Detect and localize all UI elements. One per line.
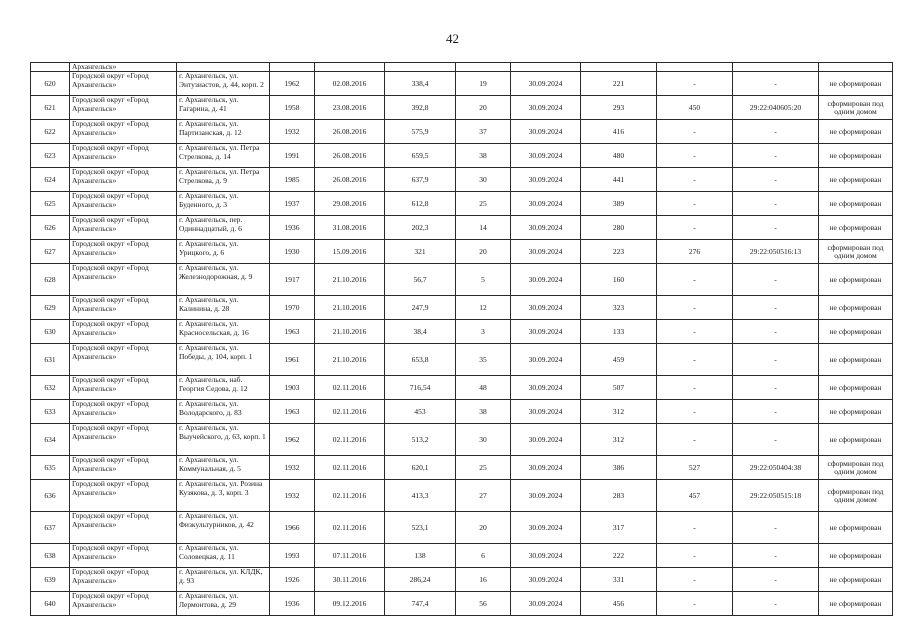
cell-deadline: 30.09.2024	[511, 544, 581, 568]
cell-owner: Городской округ «Город Архангельск»	[70, 216, 177, 240]
cell-cost: 389	[581, 192, 657, 216]
cell-land-status: не сформирован	[819, 192, 893, 216]
cell-owner: Городской округ «Город Архангельск»	[70, 168, 177, 192]
table-row	[31, 168, 893, 192]
cell-owner: Городской округ «Город Архангельск»	[70, 480, 177, 512]
cell-year: 1932	[270, 120, 315, 144]
cell-date: 02.11.2016	[315, 424, 385, 456]
table-row	[31, 296, 893, 320]
cell-deadline: 30.09.2024	[511, 144, 581, 168]
cell-area: 612,8	[385, 192, 456, 216]
cell-cadastral-number: -	[733, 192, 819, 216]
cell-cadastral-number: -	[733, 72, 819, 96]
cell-year: 1970	[270, 296, 315, 320]
cell-address: г. Архангельск, ул. Володарского, д. 83	[177, 400, 270, 424]
cell-number: 623	[31, 144, 70, 168]
cell-deadline: 30.09.2024	[511, 296, 581, 320]
cell-residents: 30	[456, 424, 511, 456]
cell-owner: Городской округ «Город Архангельск»	[70, 264, 177, 296]
cell-owner: Городской округ «Город Архангельск»	[70, 568, 177, 592]
table-row	[31, 72, 893, 96]
cell-land-area: -	[657, 592, 733, 616]
cell-residents: 20	[456, 512, 511, 544]
cell-land-area: 457	[657, 480, 733, 512]
cell-owner: Архангельск»	[70, 63, 177, 72]
cell-address: г. Архангельск, ул. Соловецкая, д. 11	[177, 544, 270, 568]
cell-number: 624	[31, 168, 70, 192]
cell-residents: 3	[456, 320, 511, 344]
cell-cadastral-number: -	[733, 376, 819, 400]
cell-deadline: 30.09.2024	[511, 424, 581, 456]
cell-land-area: -	[657, 216, 733, 240]
cell-cost: 331	[581, 568, 657, 592]
cell-owner: Городской округ «Город Архангельск»	[70, 72, 177, 96]
cell-deadline: 30.09.2024	[511, 456, 581, 480]
cell-deadline: 30.09.2024	[511, 592, 581, 616]
cell-land-area: -	[657, 400, 733, 424]
cell-cadastral-number: -	[733, 120, 819, 144]
cell-date: 02.11.2016	[315, 480, 385, 512]
cell-residents: 20	[456, 240, 511, 264]
cell-cadastral-number: 29:22:050515:18	[733, 480, 819, 512]
cell-owner: Городской округ «Город Архангельск»	[70, 296, 177, 320]
cell-residents: 25	[456, 192, 511, 216]
cell-date: 02.11.2016	[315, 400, 385, 424]
cell-owner: Городской округ «Город Архангельск»	[70, 424, 177, 456]
cell-date: 26.08.2016	[315, 144, 385, 168]
cell-year: 1917	[270, 264, 315, 296]
cell-residents: 35	[456, 344, 511, 376]
cell-address: г. Архангельск, ул. Петра Стрелкова, д. 14	[177, 144, 270, 168]
cell-cost: 133	[581, 320, 657, 344]
cell-area: 523,1	[385, 512, 456, 544]
cell-area: 637,9	[385, 168, 456, 192]
cell-address: г. Архангельск, ул. Физкультурников, д. 42	[177, 512, 270, 544]
cell-land-status: не сформирован	[819, 344, 893, 376]
cell-deadline: 30.09.2024	[511, 96, 581, 120]
cell-area: 716,54	[385, 376, 456, 400]
cell-date: 15.09.2016	[315, 240, 385, 264]
cell-land-area: -	[657, 168, 733, 192]
cell-date: 02.11.2016	[315, 376, 385, 400]
cell-cadastral-number: -	[733, 424, 819, 456]
cell-date: 09.12.2016	[315, 592, 385, 616]
cell-cadastral-number: -	[733, 544, 819, 568]
cell-cost: 507	[581, 376, 657, 400]
table-row	[31, 192, 893, 216]
cell-owner: Городской округ «Город Архангельск»	[70, 512, 177, 544]
cell-area: 321	[385, 240, 456, 264]
cell-date: 21.10.2016	[315, 264, 385, 296]
cell-land-status: сформирован под одним домом	[819, 240, 893, 264]
cell-area: 659,5	[385, 144, 456, 168]
cell-year: 1958	[270, 96, 315, 120]
cell-number: 628	[31, 264, 70, 296]
cell-number: 627	[31, 240, 70, 264]
cell-year: 1993	[270, 544, 315, 568]
cell-area: 413,3	[385, 480, 456, 512]
cell-cadastral-number: 29:22:050516:13	[733, 240, 819, 264]
cell-date: 02.11.2016	[315, 456, 385, 480]
cell-land-area: 527	[657, 456, 733, 480]
cell-land-area: -	[657, 320, 733, 344]
cell-deadline: 30.09.2024	[511, 344, 581, 376]
cell-date: 26.08.2016	[315, 120, 385, 144]
cell-cost: 293	[581, 96, 657, 120]
cell-number: 629	[31, 296, 70, 320]
cell-area: 653,8	[385, 344, 456, 376]
cell-address: г. Архангельск, ул. Энтузиастов, д. 44, корп. 2	[177, 72, 270, 96]
cell-deadline: 30.09.2024	[511, 512, 581, 544]
cell-address: г. Архангельск, ул. Гагарина, д. 41	[177, 96, 270, 120]
cell-year: 1991	[270, 144, 315, 168]
table-row	[31, 320, 893, 344]
cell-number: 638	[31, 544, 70, 568]
cell-land-area: -	[657, 344, 733, 376]
cell-land-area: -	[657, 512, 733, 544]
cell-date: 21.10.2016	[315, 344, 385, 376]
table-row	[31, 216, 893, 240]
cell-residents: 19	[456, 72, 511, 96]
cell-residents: 30	[456, 168, 511, 192]
cell-number	[31, 63, 70, 72]
cell-land-status: не сформирован	[819, 168, 893, 192]
cell-cost: 317	[581, 512, 657, 544]
cell-number: 635	[31, 456, 70, 480]
cell-residents: 48	[456, 376, 511, 400]
cell-residents: 25	[456, 456, 511, 480]
cell-land-status: сформирован под одним домом	[819, 480, 893, 512]
cell-number: 631	[31, 344, 70, 376]
cell-land-status: не сформирован	[819, 376, 893, 400]
cell-owner: Городской округ «Город Архангельск»	[70, 192, 177, 216]
cell-number: 637	[31, 512, 70, 544]
cell-cost: 480	[581, 144, 657, 168]
cell-area: 202,3	[385, 216, 456, 240]
table-row	[31, 96, 893, 120]
cell-residents: 6	[456, 544, 511, 568]
cell-cost: 223	[581, 240, 657, 264]
cell-year: 1930	[270, 240, 315, 264]
cell-area: 392,8	[385, 96, 456, 120]
cell-owner: Городской округ «Город Архангельск»	[70, 400, 177, 424]
table-row	[31, 544, 893, 568]
cell-land-status: не сформирован	[819, 400, 893, 424]
cell-area: 620,1	[385, 456, 456, 480]
cell-area: 747,4	[385, 592, 456, 616]
cell-land-status: не сформирован	[819, 120, 893, 144]
cell-cost: 441	[581, 168, 657, 192]
cell-address: г. Архангельск, ул. Партизанская, д. 12	[177, 120, 270, 144]
table-row	[31, 512, 893, 544]
cell-land-status: не сформирован	[819, 264, 893, 296]
cell-cadastral-number: 29:22:040605:20	[733, 96, 819, 120]
cell-land-status: не сформирован	[819, 320, 893, 344]
cell-owner: Городской округ «Город Архангельск»	[70, 544, 177, 568]
cell-land-status: не сформирован	[819, 592, 893, 616]
cell-area: 38,4	[385, 320, 456, 344]
cell-address: г. Архангельск, ул. Коммунальная, д. 5	[177, 456, 270, 480]
cell-number: 640	[31, 592, 70, 616]
housing-register-table	[30, 62, 893, 616]
cell-cadastral-number: -	[733, 216, 819, 240]
cell-residents: 37	[456, 120, 511, 144]
cell-area: 138	[385, 544, 456, 568]
cell-owner: Городской округ «Город Архангельск»	[70, 96, 177, 120]
cell-cost: 459	[581, 344, 657, 376]
cell-area: 247,9	[385, 296, 456, 320]
cell-cadastral-number: -	[733, 344, 819, 376]
cell-area: 338,4	[385, 72, 456, 96]
cell-land-area: -	[657, 72, 733, 96]
table-row	[31, 568, 893, 592]
cell-area: 513,2	[385, 424, 456, 456]
cell-land-status: сформирован под одним домом	[819, 456, 893, 480]
cell-area: 453	[385, 400, 456, 424]
cell-owner: Городской округ «Город Архангельск»	[70, 592, 177, 616]
cell-area: 286,24	[385, 568, 456, 592]
cell-address: г. Архангельск, ул. Красносельская, д. 16	[177, 320, 270, 344]
table-row	[31, 344, 893, 376]
cell-year: 1966	[270, 512, 315, 544]
cell-cost: 312	[581, 424, 657, 456]
cell-address: г. Архангельск, ул. Буденного, д. 3	[177, 192, 270, 216]
cell-residents: 5	[456, 264, 511, 296]
cell-year: 1961	[270, 344, 315, 376]
cell-land-status: сформирован под одним домом	[819, 96, 893, 120]
cell-cadastral-number: -	[733, 568, 819, 592]
cell-date: 02.08.2016	[315, 72, 385, 96]
cell-cadastral-number: -	[733, 592, 819, 616]
cell-cadastral-number: -	[733, 400, 819, 424]
cell-deadline: 30.09.2024	[511, 264, 581, 296]
cell-number: 626	[31, 216, 70, 240]
cell-land-status: не сформирован	[819, 216, 893, 240]
cell-area: 56,7	[385, 264, 456, 296]
cell-residents: 14	[456, 216, 511, 240]
cell-date: 30.11.2016	[315, 568, 385, 592]
table-row	[31, 376, 893, 400]
cell-address: г. Архангельск, пер. Одиннадцатый, д. 6	[177, 216, 270, 240]
cell-date: 31.08.2016	[315, 216, 385, 240]
cell-year: 1932	[270, 456, 315, 480]
cell-cost: 280	[581, 216, 657, 240]
cell-land-area: 450	[657, 96, 733, 120]
cell-year: 1962	[270, 424, 315, 456]
cell-year: 1937	[270, 192, 315, 216]
cell-residents: 38	[456, 144, 511, 168]
cell-number: 625	[31, 192, 70, 216]
cell-number: 620	[31, 72, 70, 96]
table-row	[31, 400, 893, 424]
cell-date: 29.08.2016	[315, 192, 385, 216]
cell-year: 1963	[270, 400, 315, 424]
cell-owner: Городской округ «Город Архангельск»	[70, 320, 177, 344]
cell-cost: 222	[581, 544, 657, 568]
cell-cadastral-number: -	[733, 512, 819, 544]
cell-number: 639	[31, 568, 70, 592]
cell-land-status: не сформирован	[819, 144, 893, 168]
cell-number: 622	[31, 120, 70, 144]
cell-deadline: 30.09.2024	[511, 400, 581, 424]
cell-deadline: 30.09.2024	[511, 568, 581, 592]
cell-cost: 456	[581, 592, 657, 616]
cell-land-area: -	[657, 376, 733, 400]
cell-date: 21.10.2016	[315, 296, 385, 320]
cell-year: 1985	[270, 168, 315, 192]
cell-number: 636	[31, 480, 70, 512]
cell-residents: 38	[456, 400, 511, 424]
cell-land-status: не сформирован	[819, 544, 893, 568]
cell-land-status: не сформирован	[819, 72, 893, 96]
cell-owner: Городской округ «Город Архангельск»	[70, 344, 177, 376]
cell-owner: Городской округ «Город Архангельск»	[70, 456, 177, 480]
cell-land-area: -	[657, 544, 733, 568]
cell-land-area: -	[657, 264, 733, 296]
table-row	[31, 480, 893, 512]
cell-deadline: 30.09.2024	[511, 320, 581, 344]
cell-address: г. Архангельск, ул. Петра Стрелкова, д. 9	[177, 168, 270, 192]
cell-land-area: -	[657, 192, 733, 216]
table-row	[31, 264, 893, 296]
table-row	[31, 592, 893, 616]
table-row	[31, 456, 893, 480]
cell-land-status: не сформирован	[819, 296, 893, 320]
cell-owner: Городской округ «Город Архангельск»	[70, 376, 177, 400]
cell-owner: Городской округ «Город Архангельск»	[70, 240, 177, 264]
cell-deadline: 30.09.2024	[511, 376, 581, 400]
cell-deadline: 30.09.2024	[511, 168, 581, 192]
cell-address: г. Архангельск, ул. Лермонтова, д. 29	[177, 592, 270, 616]
cell-cost: 323	[581, 296, 657, 320]
cell-residents: 12	[456, 296, 511, 320]
cell-year: 1936	[270, 216, 315, 240]
cell-land-area: -	[657, 144, 733, 168]
cell-year: 1932	[270, 480, 315, 512]
cell-cadastral-number: 29:22:050404:38	[733, 456, 819, 480]
cell-number: 634	[31, 424, 70, 456]
cell-number: 633	[31, 400, 70, 424]
table-row	[31, 424, 893, 456]
cell-deadline: 30.09.2024	[511, 72, 581, 96]
cell-residents: 16	[456, 568, 511, 592]
cell-address: г. Архангельск, наб. Георгия Седова, д. 12	[177, 376, 270, 400]
cell-date: 21.10.2016	[315, 320, 385, 344]
cell-date: 26.08.2016	[315, 168, 385, 192]
table-row	[31, 144, 893, 168]
cell-address: г. Архангельск, ул. Железнодорожная, д. 9	[177, 264, 270, 296]
cell-area: 575,9	[385, 120, 456, 144]
cell-year: 1962	[270, 72, 315, 96]
cell-address: г. Архангельск, ул. КЛДК, д. 93	[177, 568, 270, 592]
page-number: 42	[446, 31, 459, 46]
cell-deadline: 30.09.2024	[511, 216, 581, 240]
cell-cost: 160	[581, 264, 657, 296]
cell-cadastral-number: -	[733, 168, 819, 192]
cell-land-area: -	[657, 424, 733, 456]
cell-date: 23.08.2016	[315, 96, 385, 120]
cell-land-status: не сформирован	[819, 512, 893, 544]
cell-land-area: 276	[657, 240, 733, 264]
cell-number: 630	[31, 320, 70, 344]
cell-address: г. Архангельск, ул. Урицкого, д. 6	[177, 240, 270, 264]
cell-year: 1936	[270, 592, 315, 616]
cell-deadline: 30.09.2024	[511, 192, 581, 216]
cell-land-status: не сформирован	[819, 424, 893, 456]
cell-owner: Городской округ «Город Архангельск»	[70, 120, 177, 144]
cell-land-status: не сформирован	[819, 568, 893, 592]
cell-year: 1903	[270, 376, 315, 400]
carry-over-row	[31, 63, 893, 72]
cell-deadline: 30.09.2024	[511, 240, 581, 264]
cell-number: 632	[31, 376, 70, 400]
cell-cadastral-number: -	[733, 264, 819, 296]
cell-address: г. Архангельск, ул. Выучейского, д. 63, корп. 1	[177, 424, 270, 456]
table-row	[31, 120, 893, 144]
cell-cost: 416	[581, 120, 657, 144]
cell-land-area: -	[657, 296, 733, 320]
cell-cadastral-number: -	[733, 296, 819, 320]
cell-residents: 56	[456, 592, 511, 616]
cell-cost: 312	[581, 400, 657, 424]
cell-address: г. Архангельск, ул. Победы, д. 104, корп. 1	[177, 344, 270, 376]
cell-deadline: 30.09.2024	[511, 120, 581, 144]
cell-cost: 386	[581, 456, 657, 480]
cell-land-area: -	[657, 120, 733, 144]
cell-land-area: -	[657, 568, 733, 592]
cell-cost: 283	[581, 480, 657, 512]
cell-date: 02.11.2016	[315, 512, 385, 544]
cell-year: 1926	[270, 568, 315, 592]
cell-deadline: 30.09.2024	[511, 480, 581, 512]
cell-cost: 221	[581, 72, 657, 96]
cell-cadastral-number: -	[733, 320, 819, 344]
cell-owner: Городской округ «Город Архангельск»	[70, 144, 177, 168]
cell-year: 1963	[270, 320, 315, 344]
cell-number: 621	[31, 96, 70, 120]
cell-residents: 20	[456, 96, 511, 120]
table-row	[31, 240, 893, 264]
cell-date: 07.11.2016	[315, 544, 385, 568]
cell-residents: 27	[456, 480, 511, 512]
cell-cadastral-number: -	[733, 144, 819, 168]
cell-address: г. Архангельск, ул. Розина Кузякова, д. 3, корп. 3	[177, 480, 270, 512]
cell-address: г. Архангельск, ул. Калинина, д. 28	[177, 296, 270, 320]
